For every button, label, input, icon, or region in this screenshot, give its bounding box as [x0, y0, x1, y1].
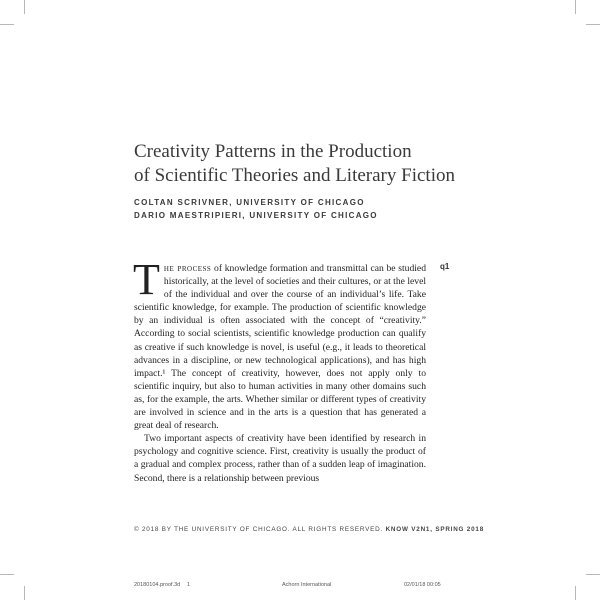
- query-marker: q1: [440, 262, 450, 271]
- slug-page: 1: [187, 582, 191, 588]
- slug-datetime: 02/01/18 00:05: [404, 582, 441, 588]
- author-list: [134, 196, 378, 222]
- author-2: DARIO MAESTRIPIERI, UNIVERSITY OF CHICAGO: [134, 211, 378, 220]
- lead-in: he process: [163, 263, 212, 274]
- author-1: COLTAN SCRIVNER, UNIVERSITY OF CHICAGO: [134, 198, 365, 207]
- crop-mark: [0, 574, 14, 575]
- drop-cap: T: [133, 255, 160, 304]
- paragraph-1-text: of knowledge formation and transmittal can be studied historically, at the level of societies and their cultures, or at the level of the individual and over the course of an individual’s life. Take scientific knowledge, for example. The production of scientific knowledge by an individual is often associated with the concept of “creativity.” According to social scientists, scientific knowledge production can qualify as creative if such knowledge is novel, is useful (e.g., it leads to theoretical advances in a discipline, or new technological applications), and has high impact.¹ The concept of creativity, however, does not apply only to scientific inquiry, but also to human activities in many other domains such as, for the example, the arts. Whether similar or different types of creativity are involved in science and in the arts is a question that has generated a great deal of research.: [134, 263, 426, 432]
- crop-mark: [575, 586, 576, 600]
- paragraph-2: Two important aspects of creativity have been identified by research in psychology and cognitive science. First, creativity is usually the product of a gradual and complex process, rather than of a sudden leap of imagination. Second, there is a relationship between previous: [134, 433, 426, 484]
- paragraph-1: [133, 255, 426, 432]
- crop-mark: [575, 0, 576, 14]
- copyright-notice: © 2018 BY THE UNIVERSITY OF CHICAGO. ALL RIGHTS RESERVED.: [134, 526, 384, 533]
- crop-mark: [24, 586, 25, 600]
- crop-mark: [24, 0, 25, 14]
- article-body: [133, 255, 426, 485]
- crop-mark: [586, 24, 600, 25]
- title-line-2: of Scientific Theories and Literary Fiction: [134, 165, 455, 186]
- crop-mark: [586, 574, 600, 575]
- slug-company: Achorn International: [282, 582, 332, 588]
- title-line-1: Creativity Patterns in the Production: [134, 141, 412, 162]
- page-footer: [134, 526, 485, 533]
- article-title: [134, 140, 464, 188]
- slug-file: 20180104.proof.3d: [134, 582, 181, 588]
- crop-mark: [0, 24, 14, 25]
- journal-issue: KNOW V2N1, SPRING 2018: [385, 526, 485, 533]
